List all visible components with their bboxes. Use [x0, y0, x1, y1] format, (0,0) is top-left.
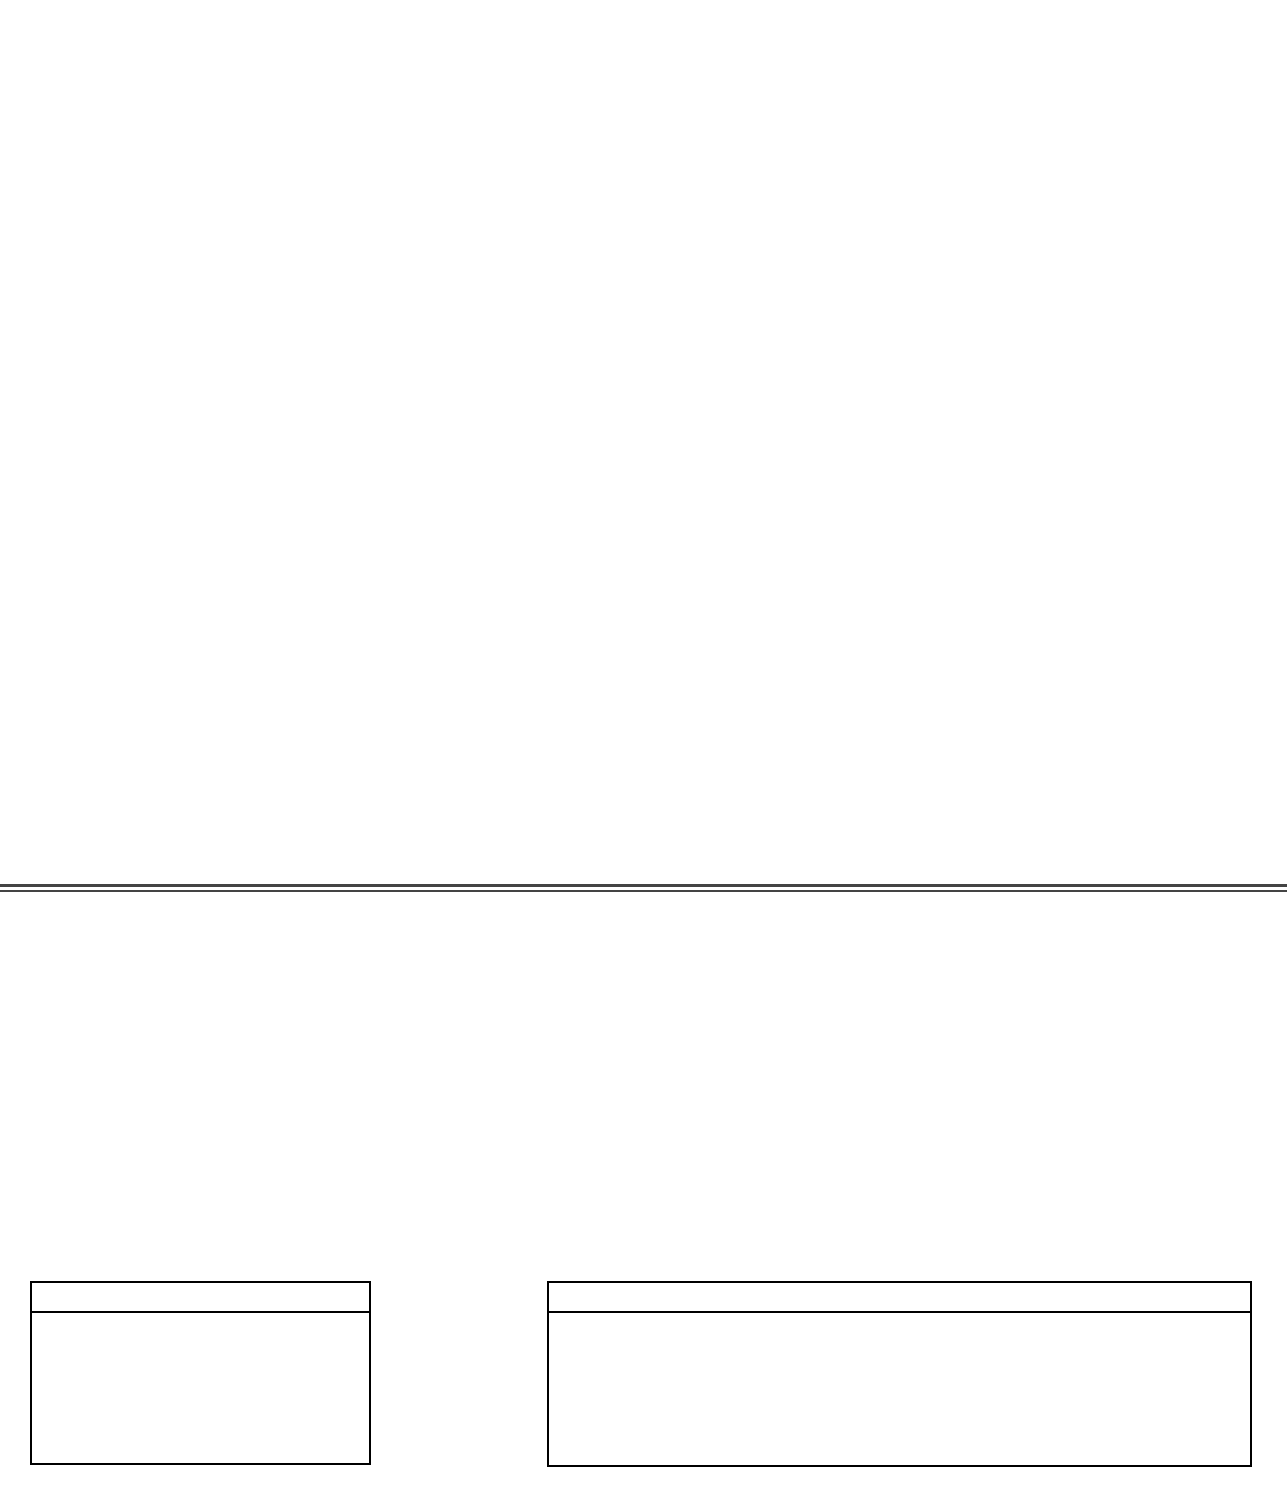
code-format — [32, 1283, 369, 1313]
code-legend — [30, 1281, 371, 1465]
page-title — [0, 10, 1287, 40]
divider — [0, 884, 1287, 887]
duration-title — [549, 1283, 1250, 1313]
duration-legend — [547, 1281, 1252, 1467]
divider — [0, 890, 1287, 892]
